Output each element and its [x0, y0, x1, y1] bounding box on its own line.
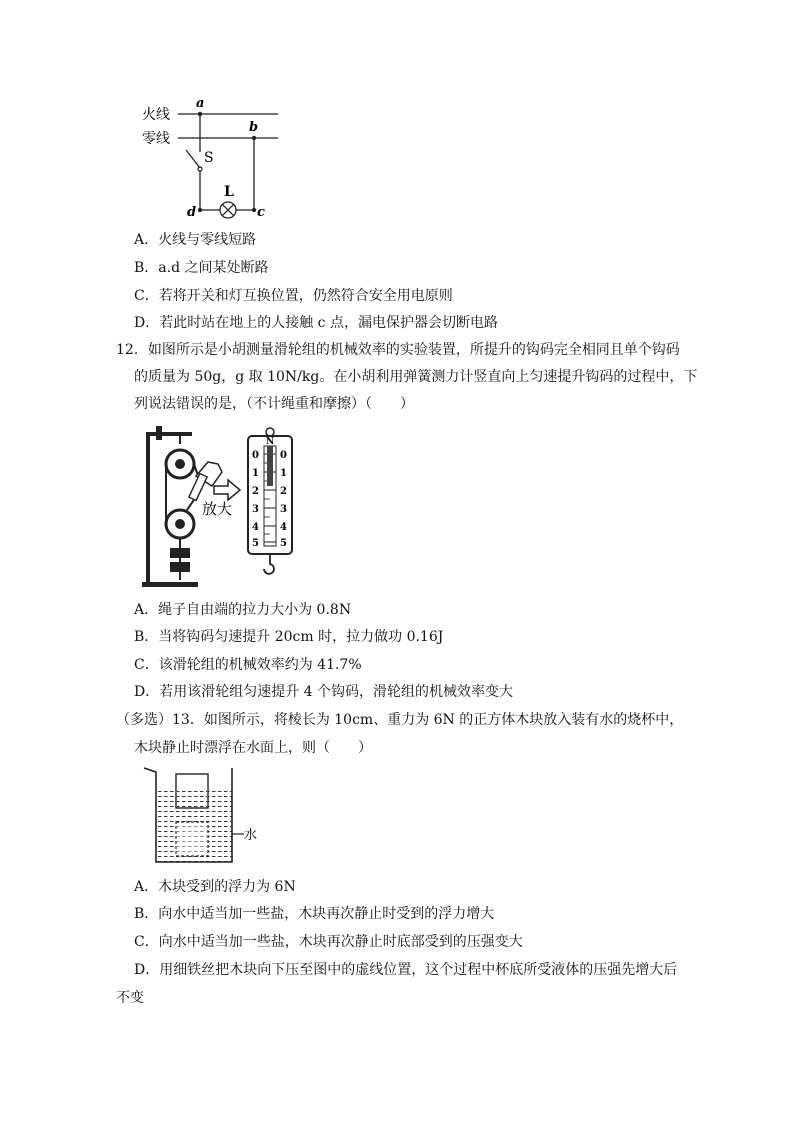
q13-option-d-continuation: 不变: [116, 990, 144, 1006]
stand-pole: [146, 436, 150, 584]
scale-right-5: 5: [280, 538, 287, 549]
label-d: d: [187, 205, 197, 220]
stand-base: [142, 582, 198, 587]
scale-right-1: 1: [280, 468, 287, 479]
magnify-arrow-icon: [214, 480, 240, 500]
scale-left-1: 1: [252, 468, 259, 479]
water-label: 水: [244, 828, 258, 843]
pulley-svg: [140, 424, 300, 590]
q11-option-a: A．火线与零线短路: [134, 232, 257, 248]
label-a: a: [196, 96, 205, 111]
q11-option-b: B．a.d 之间某处断路: [134, 260, 269, 276]
live-wire-label: 火线: [142, 107, 170, 123]
label-c: c: [257, 205, 265, 220]
q12-option-d: D．若用该滑轮组匀速提升 4 个钩码，滑轮组的机械效率变大: [134, 684, 514, 700]
q13-option-a: A．木块受到的浮力为 6N: [134, 879, 296, 895]
node-d: [198, 208, 202, 212]
scale-left-3: 3: [252, 504, 259, 515]
stand-arm: [146, 432, 192, 436]
scale-right-4: 4: [280, 522, 287, 533]
q13-option-d: D．用细铁丝把木块向下压至图中的虚线位置，这个过程中杯底所受液体的压强先增大后: [134, 962, 678, 978]
q13-stem-line-1: （多选）13．如图所示，将棱长为 10cm、重力为 6N 的正方体木块放入装有水的烧杯中，: [116, 712, 684, 728]
circuit-diagram: [140, 92, 290, 222]
q12-option-b: B．当将钩码匀速提升 20cm 时，拉力做功 0.16J: [134, 629, 444, 645]
q11-option-d: D．若此时站在地上的人接触 c 点，漏电保护器会切断电路: [134, 315, 498, 331]
scale-left-0: 0: [252, 450, 259, 461]
scale-left-5: 5: [252, 538, 259, 549]
magnify-label: 放大: [202, 500, 233, 518]
neutral-wire-label: 零线: [142, 131, 170, 147]
q13-stem-line-2: 木块静止时漂浮在水面上，则（ ）: [134, 740, 372, 756]
q13-option-c: C．向水中适当加一些盐，木块再次静止时底部受到的压强变大: [134, 934, 523, 950]
scale-right-0: 0: [280, 450, 287, 461]
q12-option-c: C．该滑轮组的机械效率约为 41.7%: [134, 657, 362, 673]
pulley-apparatus-diagram: [140, 424, 300, 590]
scale-unit-label: N: [266, 437, 275, 447]
q12-stem-line-3: 列说法错误的是，（不计绳重和摩擦）（ ）: [134, 396, 414, 412]
weight-2: [170, 562, 190, 572]
circuit-svg: [140, 92, 290, 222]
beaker-svg: [140, 764, 260, 868]
label-s: S: [204, 150, 214, 166]
label-b: b: [249, 120, 259, 135]
label-l: L: [224, 184, 234, 200]
scale-left-4: 4: [252, 522, 259, 533]
q12-stem-line-2: 的质量为 50g，g 取 10N/kg。在小胡利用弹簧测力计竖直向上匀速提升钩码的过程中，下: [134, 369, 698, 385]
scale-hook-icon: [264, 554, 274, 574]
scale-right-3: 3: [280, 504, 287, 515]
q12-option-a: A．绳子自由端的拉力大小为 0.8N: [134, 602, 352, 618]
switch-blade: [186, 150, 200, 168]
small-spring-scale: [189, 474, 207, 501]
beaker-diagram: [140, 764, 260, 868]
q13-option-b: B．向水中适当加一些盐，木块再次静止时受到的浮力增大: [134, 906, 495, 922]
scale-left-2: 2: [252, 486, 259, 497]
weight-1: [170, 548, 190, 558]
q12-stem-line-1: 12．如图所示是小胡测量滑轮组的机械效率的实验装置，所提升的钩码完全相同且单个钩码: [116, 342, 680, 358]
scale-indicator: [267, 446, 273, 486]
scale-right-2: 2: [280, 486, 287, 497]
node-c: [252, 208, 256, 212]
q11-option-c: C．若将开关和灯互换位置，仍然符合安全用电原则: [134, 288, 453, 304]
